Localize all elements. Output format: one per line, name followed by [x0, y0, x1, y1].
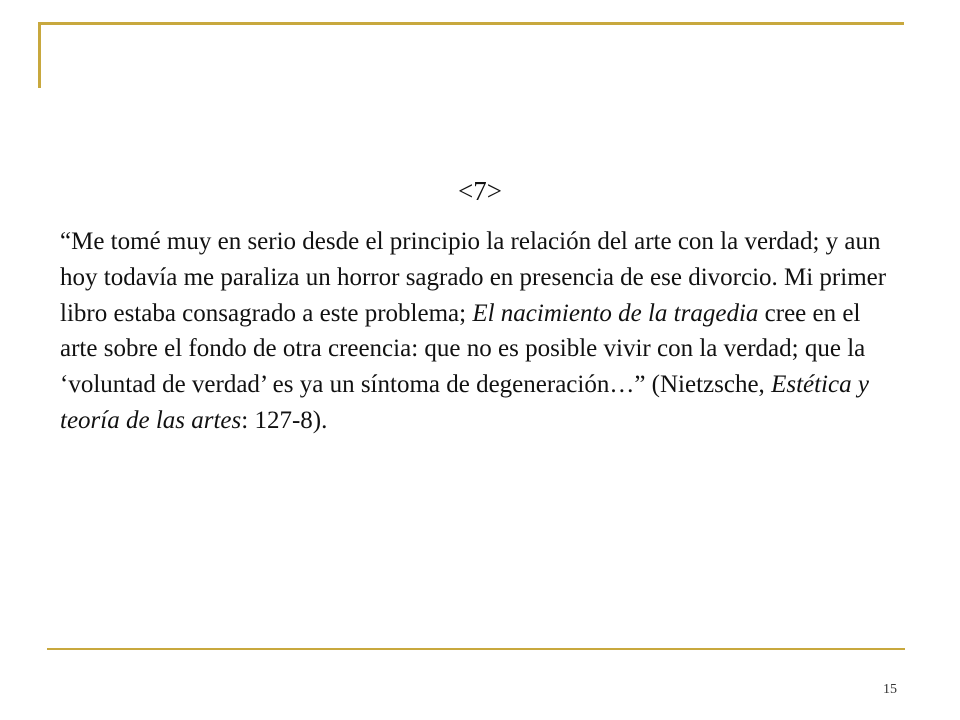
- quote-text-part-2: cree en el arte sobre el fondo de otra creencia: que no es posible vivir con la verdad; que la ‘voluntad de verdad’ es ya un síntoma de degeneración…” (Nietzsche,: [60, 299, 866, 399]
- page-number: 15: [883, 682, 897, 697]
- quote-citation: : 127-8).: [241, 406, 328, 434]
- book-title-italic: El nacimiento de la tragedia: [472, 299, 759, 327]
- source-title-italic: Estética y teoría de las artes: [60, 371, 869, 434]
- slide-bottom-rule: [47, 648, 905, 650]
- slide-top-rule: [40, 22, 904, 25]
- slide-heading: <7>: [458, 176, 502, 206]
- quote-text-part-1: “Me tomé muy en serio desde el principio la relación del arte con la verdad; y aun hoy todavía me paraliza un horror sagrado en presencia de ese divorcio. Mi primer libro estaba consagrado a este problema;: [60, 228, 887, 327]
- quote-paragraph: [60, 224, 900, 439]
- slide-left-rule: [38, 22, 41, 88]
